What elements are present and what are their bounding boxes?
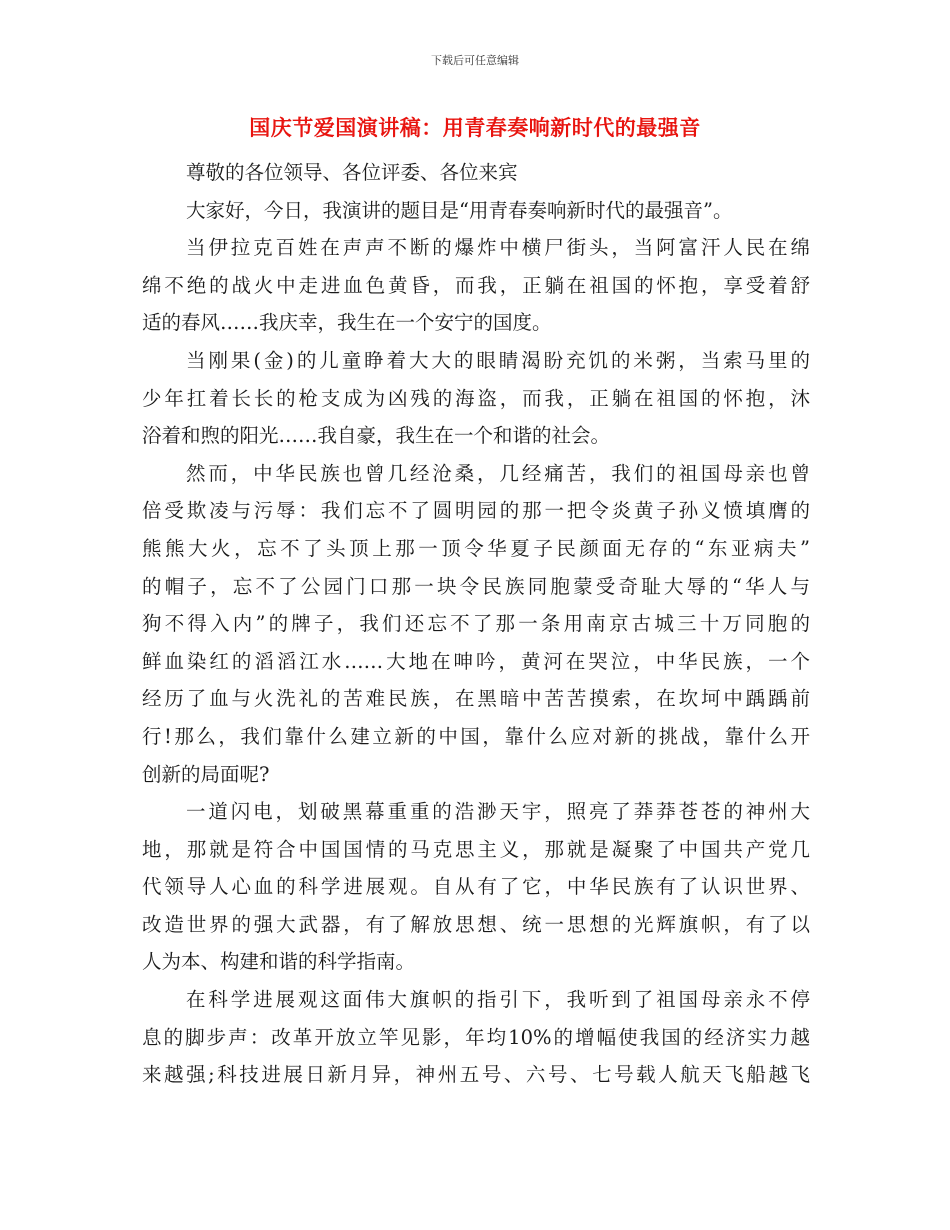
text-line: 改造世界的强大武器，有了解放思想、统一思想的光辉旗帜，有了以 bbox=[142, 912, 810, 936]
text-line: 息的脚步声：改革开放立竿见影，年均10%的增幅使我国的经济实力越 bbox=[142, 1025, 810, 1049]
text-line: 然而，中华民族也曾几经沧桑，几经痛苦，我们的祖国母亲也曾 bbox=[186, 461, 810, 485]
text-line: 人为本、构建和谐的科学指南。 bbox=[142, 950, 416, 974]
text-line: 狗不得入内”的牌子，我们还忘不了那一条用南京古城三十万同胞的 bbox=[142, 612, 810, 636]
text-line: 创新的局面呢? bbox=[142, 762, 270, 786]
text-line: 少年扛着长长的枪支成为凶残的海盗，而我，正躺在祖国的怀抱，沐 bbox=[142, 386, 810, 410]
text-line: 行!那么，我们靠什么建立新的中国，靠什么应对新的挑战，靠什么开 bbox=[142, 724, 810, 748]
text-line: 当伊拉克百姓在声声不断的爆炸中横尸街头，当阿富汗人民在绵 bbox=[186, 236, 810, 260]
text-line: 熊熊大火，忘不了头顶上那一顶令华夏子民颜面无存的“东亚病夫” bbox=[142, 536, 810, 560]
text-line: 绵不绝的战火中走进血色黄昏，而我，正躺在祖国的怀抱，享受着舒 bbox=[142, 273, 810, 297]
text-line: 浴着和煦的阳光……我自豪，我生在一个和谐的社会。 bbox=[142, 424, 611, 448]
text-line: 尊敬的各位领导、各位评委、各位来宾 bbox=[186, 161, 518, 184]
text-line: 经历了血与火洗礼的苦难民族，在黑暗中苦苦摸索，在坎坷中踽踽前 bbox=[142, 687, 810, 711]
text-line: 地，那就是符合中国国情的马克思主义，那就是凝聚了中国共产党几 bbox=[142, 837, 810, 861]
text-line: 大家好，今日，我演讲的题目是“用青春奏响新时代的最强音”。 bbox=[186, 198, 733, 222]
text-line: 倍受欺凌与污辱：我们忘不了圆明园的那一把令炎黄子孙义愤填膺的 bbox=[142, 499, 810, 523]
text-line: 在科学进展观这面伟大旗帜的指引下，我听到了祖国母亲永不停 bbox=[186, 988, 810, 1012]
text-line: 鲜血染红的滔滔江水……大地在呻吟，黄河在哭泣，中华民族，一个 bbox=[142, 649, 810, 673]
text-line: 来越强;科技进展日新月异，神州五号、六号、七号载人航天飞船越飞 bbox=[142, 1063, 810, 1087]
text-line: 代领导人心血的科学进展观。自从有了它，中华民族有了认识世界、 bbox=[142, 875, 810, 899]
document-title: 国庆节爱国演讲稿：用青春奏响新时代的最强音 bbox=[249, 116, 701, 140]
text-line: 当刚果(金)的儿童睁着大大的眼睛渴盼充饥的米粥，当索马里的 bbox=[186, 348, 810, 372]
document-body bbox=[142, 154, 810, 1094]
page-header-note: 下载后可任意编辑 bbox=[431, 54, 519, 67]
text-line: 一道闪电，划破黑幕重重的浩渺天宇，照亮了莽莽苍苍的神州大 bbox=[186, 800, 810, 824]
text-line: 的帽子，忘不了公园门口那一块令民族同胞蒙受奇耻大辱的“华人与 bbox=[142, 574, 810, 598]
text-line: 适的春风……我庆幸，我生在一个安宁的国度。 bbox=[142, 311, 552, 335]
